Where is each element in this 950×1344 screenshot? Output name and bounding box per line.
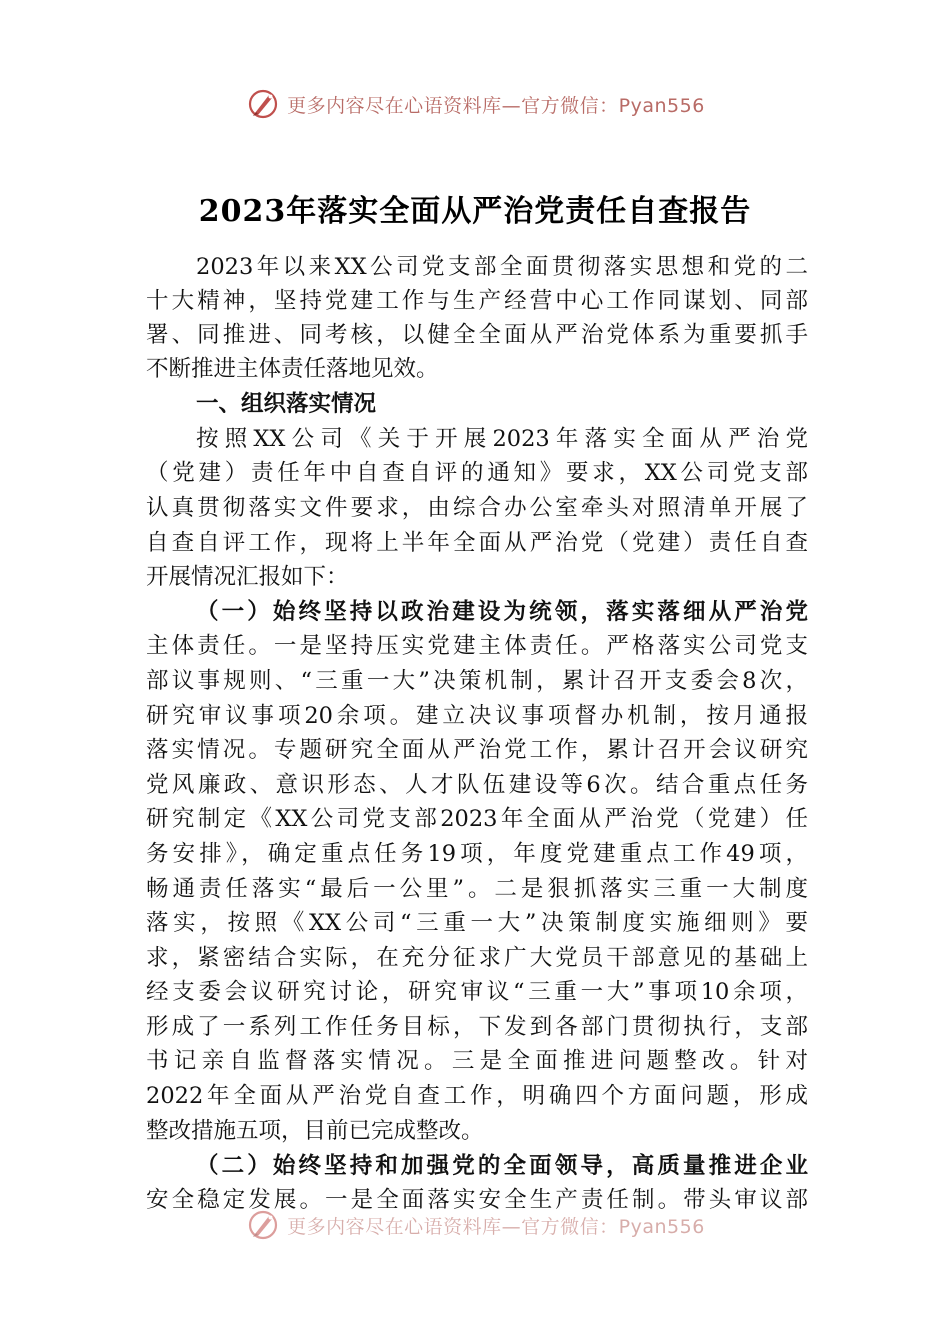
pen-nib-logo-icon [245, 86, 281, 122]
subsection-heading-line: （二）始终坚持和加强党的全面领导，高质量推进企业 [196, 1153, 808, 1179]
subsection-heading-line: （一）始终坚持以政治建设为统领，落实落细从严治党 [196, 599, 808, 625]
paragraph-line: 部议事规则、“三重一大”决策机制，累计召开支委会8次， [146, 668, 808, 694]
paragraph-line: 务安排》，确定重点任务19项，年度党建重点工作49项， [146, 841, 808, 867]
paragraph-line: 经支委会议研究讨论，研究审议“三重一大”事项10余项， [146, 979, 808, 1005]
paragraph-line: 安全稳定发展。一是全面落实安全生产责任制。带头审议部 [146, 1187, 808, 1213]
paragraph-line: 形成了一系列工作任务目标，下发到各部门贯彻执行，支部 [146, 1014, 808, 1040]
paragraph-line: 畅通责任落实“最后一公里”。二是狠抓落实三重一大制度 [146, 876, 808, 902]
paragraph-line: 署、同推进、同考核，以健全全面从严治党体系为重要抓手 [146, 322, 808, 348]
paragraph-line: 主体责任。一是坚持压实党建主体责任。严格落实公司党支 [146, 633, 808, 659]
header-watermark [0, 84, 950, 124]
paragraph-line: 整改措施五项，目前已完成整改。 [146, 1118, 484, 1144]
paragraph-line: 研究制定《XX公司党支部2023年全面从严治党（党建）任 [146, 806, 808, 832]
paragraph-line: 自查自评工作，现将上半年全面从严治党（党建）责任自查 [146, 530, 808, 556]
watermark-text: 更多内容尽在心语资料库—官方微信：Pyan556 [287, 1215, 705, 1238]
watermark-text: 更多内容尽在心语资料库—官方微信：Pyan556 [287, 94, 705, 117]
pen-nib-logo-icon [245, 1207, 281, 1243]
paragraph-line: 2022年全面从严治党自查工作，明确四个方面问题，形成 [146, 1083, 808, 1109]
paragraph-line: 十大精神，坚持党建工作与生产经营中心工作同谋划、同部 [146, 288, 808, 314]
paragraph-line: 2023年以来XX公司党支部全面贯彻落实思想和党的二 [196, 254, 808, 280]
section-heading: 一、组织落实情况 [196, 391, 377, 417]
paragraph-line: 党风廉政、意识形态、人才队伍建设等6次。结合重点任务 [146, 772, 808, 798]
footer-watermark [0, 1205, 950, 1245]
paragraph-line: 求，紧密结合实际，在充分征求广大党员干部意见的基础上 [146, 945, 808, 971]
paragraph-line: 按照XX公司《关于开展2023年落实全面从严治党 [196, 426, 808, 452]
paragraph-line: 开展情况汇报如下： [146, 564, 349, 590]
paragraph-line: 认真贯彻落实文件要求，由综合办公室牵头对照清单开展了 [146, 495, 808, 521]
paragraph-line: 书记亲自监督落实情况。三是全面推进问题整改。针对 [146, 1048, 808, 1074]
paragraph-line: 研究审议事项20余项。建立决议事项督办机制，按月通报 [146, 703, 808, 729]
paragraph-line: （党建）责任年中自查自评的通知》要求，XX公司党支部 [146, 460, 808, 486]
paragraph-line: 落实情况。专题研究全面从严治党工作，累计召开会议研究 [146, 737, 808, 763]
paragraph-line: 落实，按照《XX公司“三重一大”决策制度实施细则》要 [146, 910, 808, 936]
document-title: 2023年落实全面从严治党责任自查报告 [198, 194, 752, 229]
paragraph-line: 不断推进主体责任落地见效。 [146, 356, 439, 382]
